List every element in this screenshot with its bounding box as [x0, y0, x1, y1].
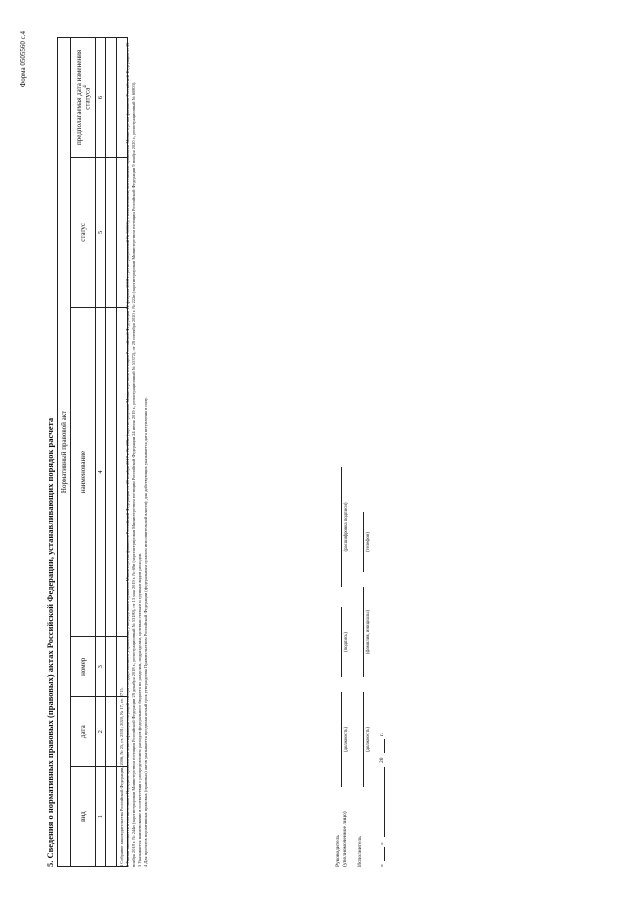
col-header-date: дата — [71, 697, 96, 767]
head-name-line — [341, 467, 342, 587]
head-name-caption: (расшифровка подписи) — [344, 502, 349, 552]
legal-acts-table — [57, 37, 128, 867]
exec-position-caption: (должность) — [366, 726, 371, 753]
col-header-type: вид — [71, 767, 96, 867]
head-position-caption: (должность) — [344, 726, 349, 753]
col-number: 1 — [96, 767, 106, 867]
table-cell — [106, 767, 117, 867]
date-quote-close: » — [379, 842, 385, 845]
exec-label: Исполнитель — [357, 836, 363, 867]
date-year-prefix: 20 — [379, 757, 385, 763]
table-cell — [106, 697, 117, 767]
exec-phone-caption: (телефон) — [366, 531, 371, 553]
date-row — [379, 37, 393, 867]
table-row — [106, 38, 117, 867]
col-header-number: номер — [71, 637, 96, 697]
exec-name-caption: (фамилия, инициалы) — [366, 609, 371, 655]
head-position-line — [341, 692, 342, 787]
footnote-2: 2 Указан заполняется в соответствии с Порядком применения классификации операций сектора государственного управления, утвержденным приказом Министерства финансов Российской Федерации от 29 ноября 2017 г. № 209н (зарегистрирован Министерством юстиции Российской Федерации 12 февраля 2018 г., регистрационный № 50003), с изменениями, внесенными приказами Министерства финансов Российской Федерации от 29 ноября 2018 г. № 244н (зарегистрирован Министерством юстиции Российской Федерации 29 декабря 2018 г., регистрационный № 53180), от 13 мая 2019 г. № 69н (зарегистрирован Министерством юстиции Российской Федерации 24 июня 2019 г., регистрационный № 55372), от 29 сентября 2020 г. № 222н (зарегистрирован Министерством юстиции Российской Федерации 9 ноября 2020 г., регистрационный № 60803). — [125, 42, 136, 867]
head-signature-line — [341, 607, 342, 677]
exec-phone-line — [363, 512, 364, 572]
col-header-status: статус — [71, 157, 96, 307]
col-number: 2 — [96, 697, 106, 767]
date-month-line — [384, 767, 385, 837]
footnote-4: 4 Для проектов нормативных правовых (правовых) актов указывается предполагаемый срок утверждения Правительством Российской Федерации (федеральным органом исполнительной власти); для действующих указывается дата вступления в силу. — [143, 397, 148, 867]
rotated-form-sheet — [15, 27, 625, 877]
head-signature-caption: (подпись) — [344, 632, 349, 652]
col-header-name: наименование — [71, 307, 96, 637]
footnote-ref: 4 — [82, 85, 88, 88]
footnote-1: 1 Собрание законодательства Российской Федерации, 2006, № 25, ст. 2591; 2020, № 17, ст. 2715. — [119, 687, 124, 867]
date-year-suffix: г. — [379, 732, 385, 736]
section-title: 5. Сведения о нормативных правовых (правовых) актах Российской Федерации, устанавливающих порядок расчета — [45, 417, 55, 867]
col-header-status-change-date-label: предполагаемая дата изменения статуса — [74, 49, 92, 146]
col-header-status-change-date — [71, 38, 96, 158]
group-header: Нормативный правовой акт — [58, 38, 71, 867]
table-cell — [106, 38, 117, 158]
signature-block — [335, 37, 393, 867]
head-signature-row — [335, 37, 357, 867]
footnote-3: 3 Указывается наименование в соответствии с распределением расходов федерального бюджета по разделам, подразделам, целевым статьям и группам видов расходов. — [137, 552, 142, 867]
table-cell — [106, 307, 117, 637]
form-code: Форма 0505560 с.4 — [19, 31, 27, 88]
head-label: Руководитель (уполномоченное лицо) — [335, 811, 348, 867]
exec-signature-row — [357, 37, 379, 867]
col-number: 3 — [96, 637, 106, 697]
col-number: 6 — [96, 38, 106, 158]
col-number: 5 — [96, 157, 106, 307]
footnotes — [119, 37, 149, 867]
date-quote-open: « — [379, 864, 385, 867]
col-number: 4 — [96, 307, 106, 637]
exec-position-line — [363, 692, 364, 787]
exec-name-line — [363, 587, 364, 677]
date-day-line — [384, 847, 385, 861]
table-cell — [106, 637, 117, 697]
table-cell — [106, 157, 117, 307]
date-year-line — [384, 739, 385, 753]
